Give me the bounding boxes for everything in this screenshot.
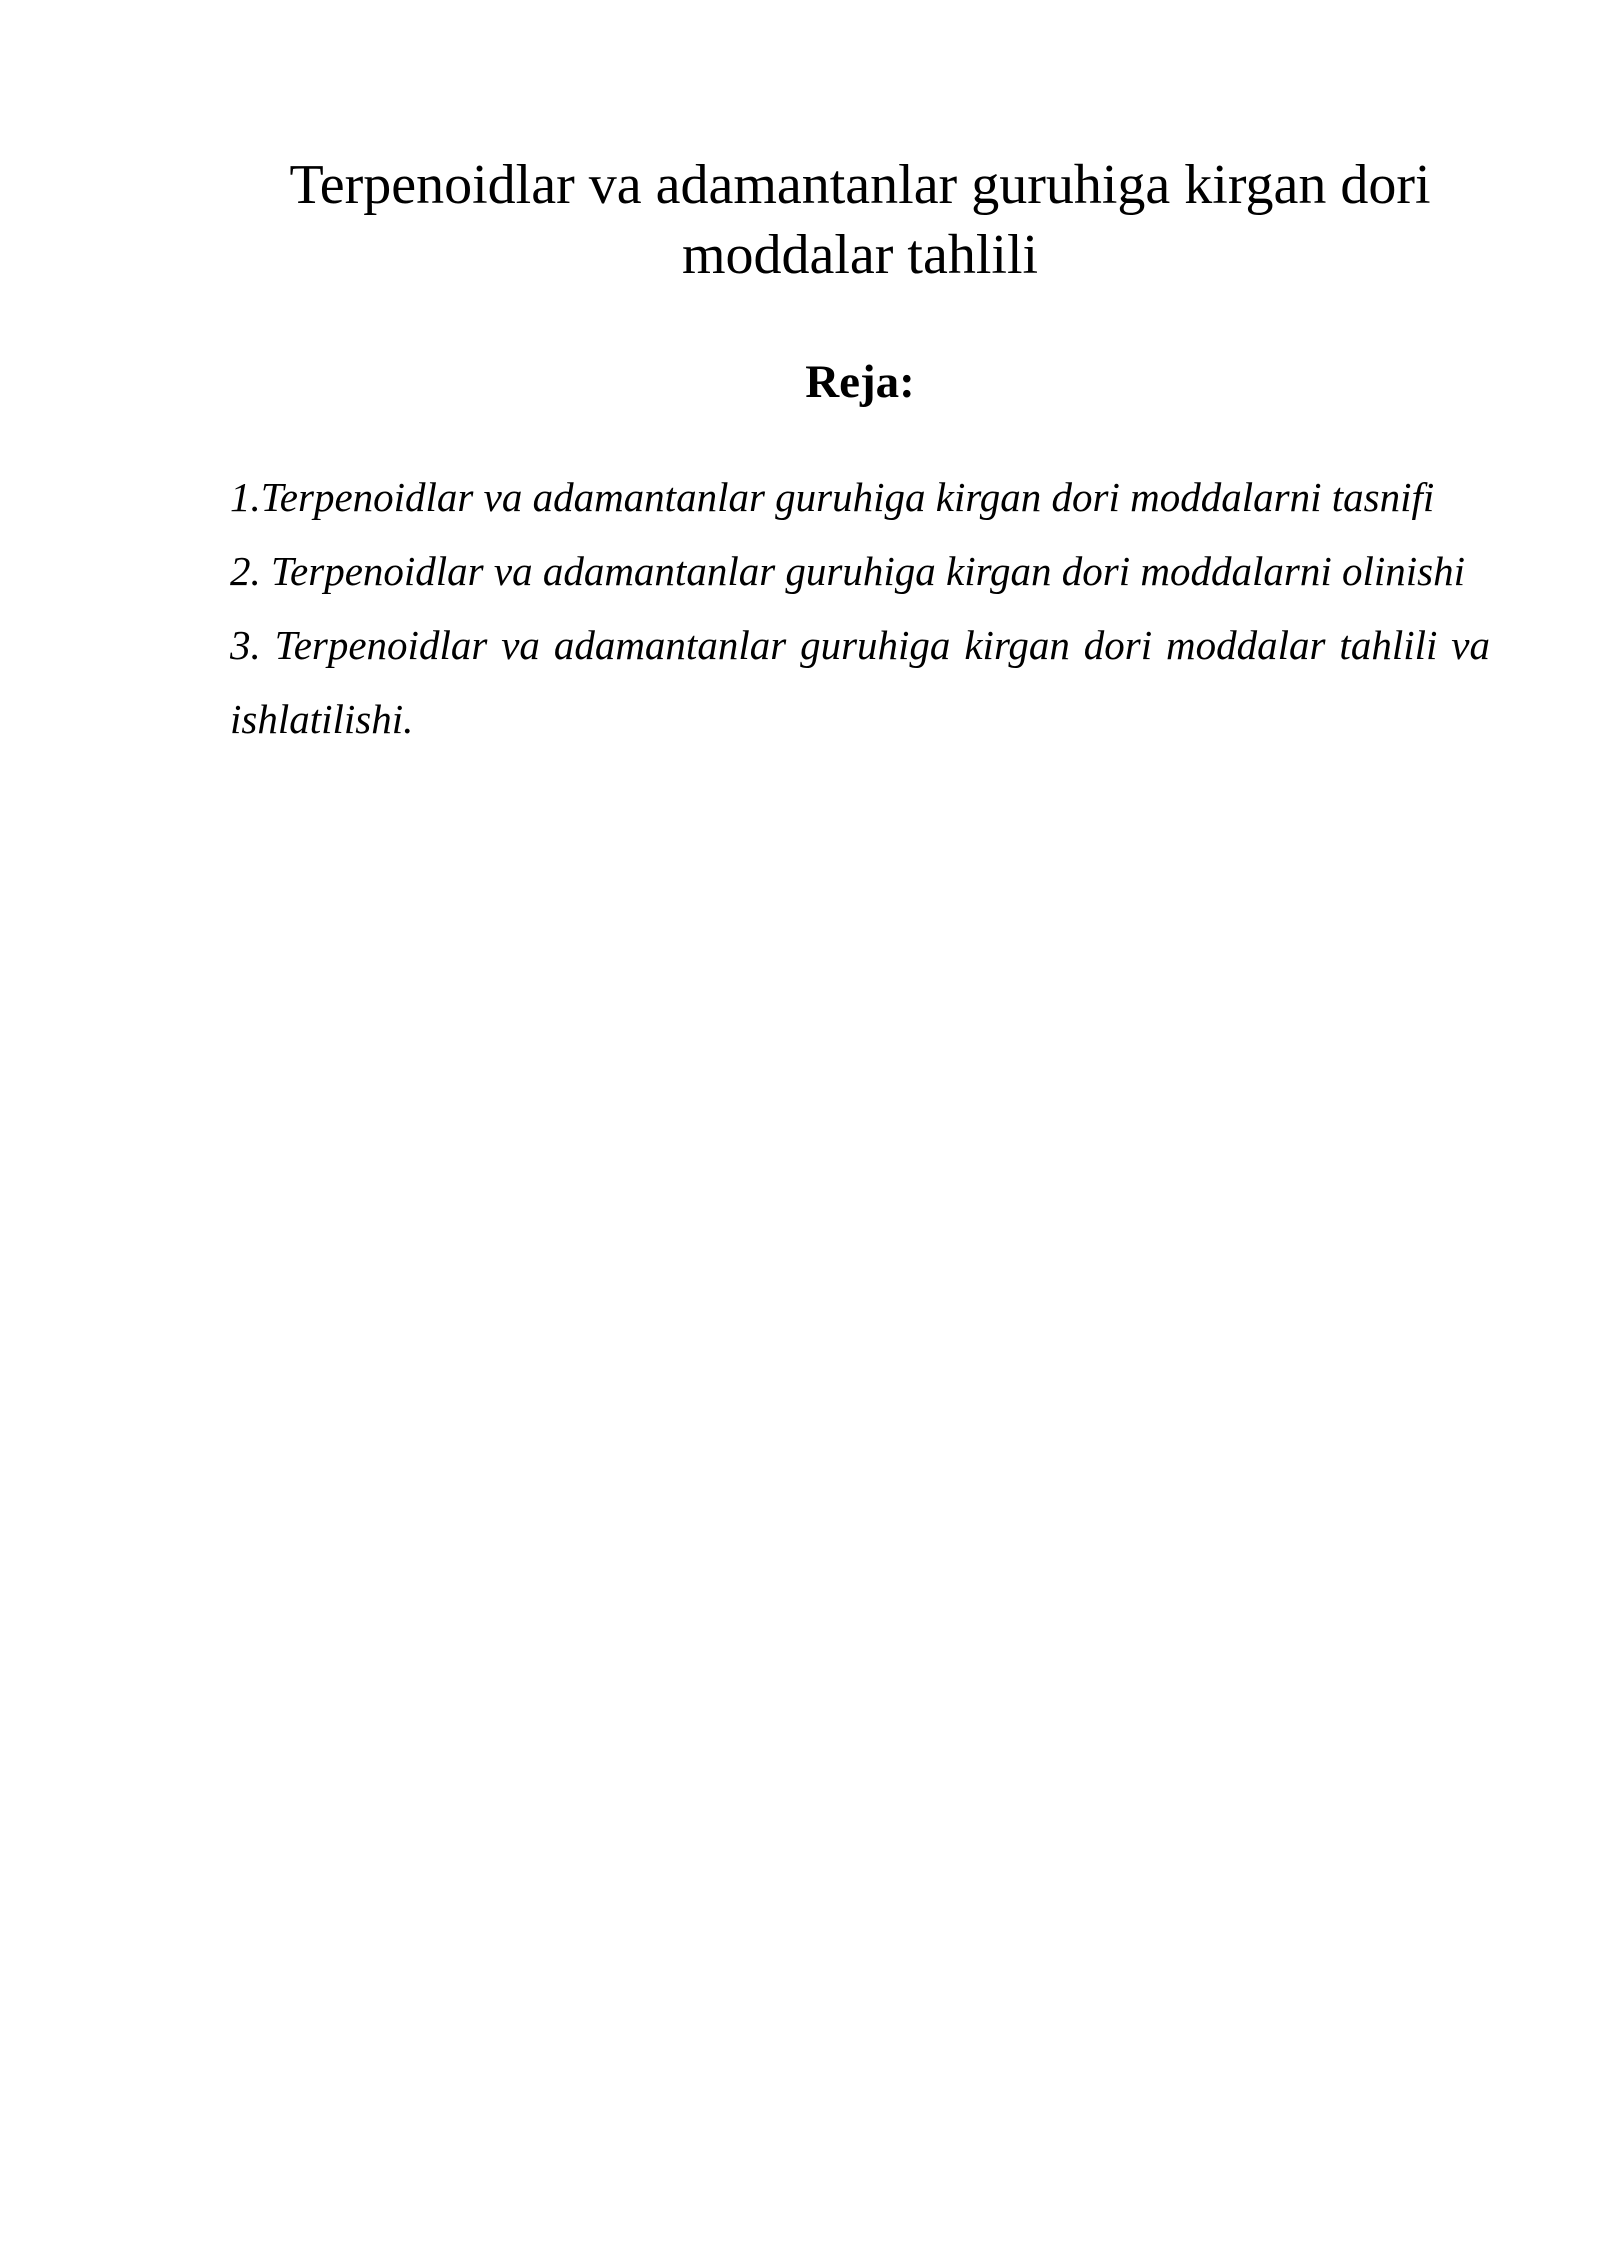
plan-heading: Reja: bbox=[805, 356, 915, 408]
plan-item: 3. Terpenoidlar va adamantanlar guruhiga kirgan dori moddalar tahlili va ishlatilishi. bbox=[230, 622, 1490, 742]
plan-item: 1.Terpenoidlar va adamantanlar guruhiga kirgan dori moddalarni tasnifi bbox=[230, 474, 1435, 520]
plan-list bbox=[230, 460, 1490, 756]
document-title: Terpenoidlar va adamantanlar guruhiga kirgan dori moddalar tahlili bbox=[289, 154, 1431, 286]
plan-item: 2. Terpenoidlar va adamantanlar guruhiga kirgan dori moddalarni olinishi bbox=[230, 548, 1466, 594]
